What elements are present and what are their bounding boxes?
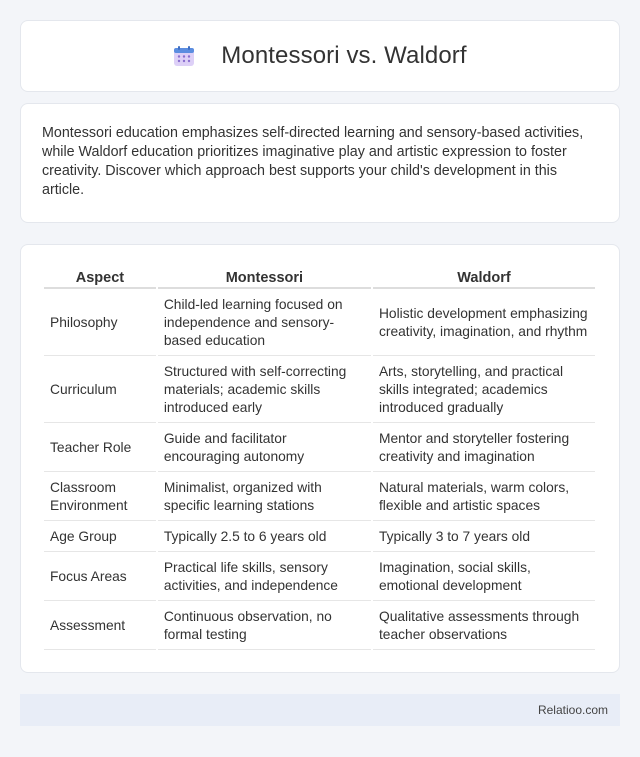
comparison-table-card bbox=[20, 244, 620, 673]
comparison-table bbox=[42, 265, 597, 650]
table-row bbox=[44, 552, 595, 601]
table-row bbox=[44, 521, 595, 552]
row-waldorf: Arts, storytelling, and practical skills integrated; academics introduced gradually bbox=[373, 356, 595, 423]
footer-brand[interactable]: Relatioo.com bbox=[537, 703, 608, 717]
row-waldorf: Imagination, social skills, emotional development bbox=[373, 552, 595, 601]
row-montessori: Continuous observation, no formal testing bbox=[158, 601, 371, 650]
row-montessori: Typically 2.5 to 6 years old bbox=[158, 521, 371, 552]
calendar-icon bbox=[173, 45, 195, 67]
row-montessori: Child-led learning focused on independence and sensory-based education bbox=[158, 289, 371, 356]
table-row bbox=[44, 423, 595, 472]
row-montessori: Structured with self-correcting materials; academic skills introduced early bbox=[158, 356, 371, 423]
row-waldorf: Mentor and storyteller fostering creativity and imagination bbox=[373, 423, 595, 472]
table-row bbox=[44, 356, 595, 423]
title-card bbox=[20, 20, 620, 92]
row-aspect: Assessment bbox=[44, 601, 156, 650]
row-montessori: Guide and facilitator encouraging autonomy bbox=[158, 423, 371, 472]
column-header-waldorf: Waldorf bbox=[373, 265, 595, 289]
intro-card bbox=[20, 103, 620, 223]
row-aspect: Teacher Role bbox=[44, 423, 156, 472]
row-aspect: Focus Areas bbox=[44, 552, 156, 601]
intro-text: Montessori education emphasizes self-directed learning and sensory-based activities, while Waldorf education prioritizes imaginative play and artistic expression to foster creativity. Discover which approach best supports your child's development in this article. bbox=[42, 125, 584, 198]
row-waldorf: Typically 3 to 7 years old bbox=[373, 521, 595, 552]
row-waldorf: Holistic development emphasizing creativity, imagination, and rhythm bbox=[373, 289, 595, 356]
row-montessori: Practical life skills, sensory activities, and independence bbox=[158, 552, 371, 601]
column-header-montessori: Montessori bbox=[158, 265, 371, 289]
page-title: Montessori vs. Waldorf bbox=[221, 42, 467, 69]
footer bbox=[20, 694, 620, 726]
row-montessori: Minimalist, organized with specific learning stations bbox=[158, 472, 371, 521]
column-header-aspect: Aspect bbox=[44, 265, 156, 289]
row-waldorf: Natural materials, warm colors, flexible and artistic spaces bbox=[373, 472, 595, 521]
row-aspect: Age Group bbox=[44, 521, 156, 552]
row-waldorf: Qualitative assessments through teacher observations bbox=[373, 601, 595, 650]
row-aspect: Philosophy bbox=[44, 289, 156, 356]
row-aspect: Classroom Environment bbox=[44, 472, 156, 521]
table-row bbox=[44, 601, 595, 650]
table-header-row bbox=[44, 265, 595, 289]
row-aspect: Curriculum bbox=[44, 356, 156, 423]
table-row bbox=[44, 472, 595, 521]
table-row bbox=[44, 289, 595, 356]
